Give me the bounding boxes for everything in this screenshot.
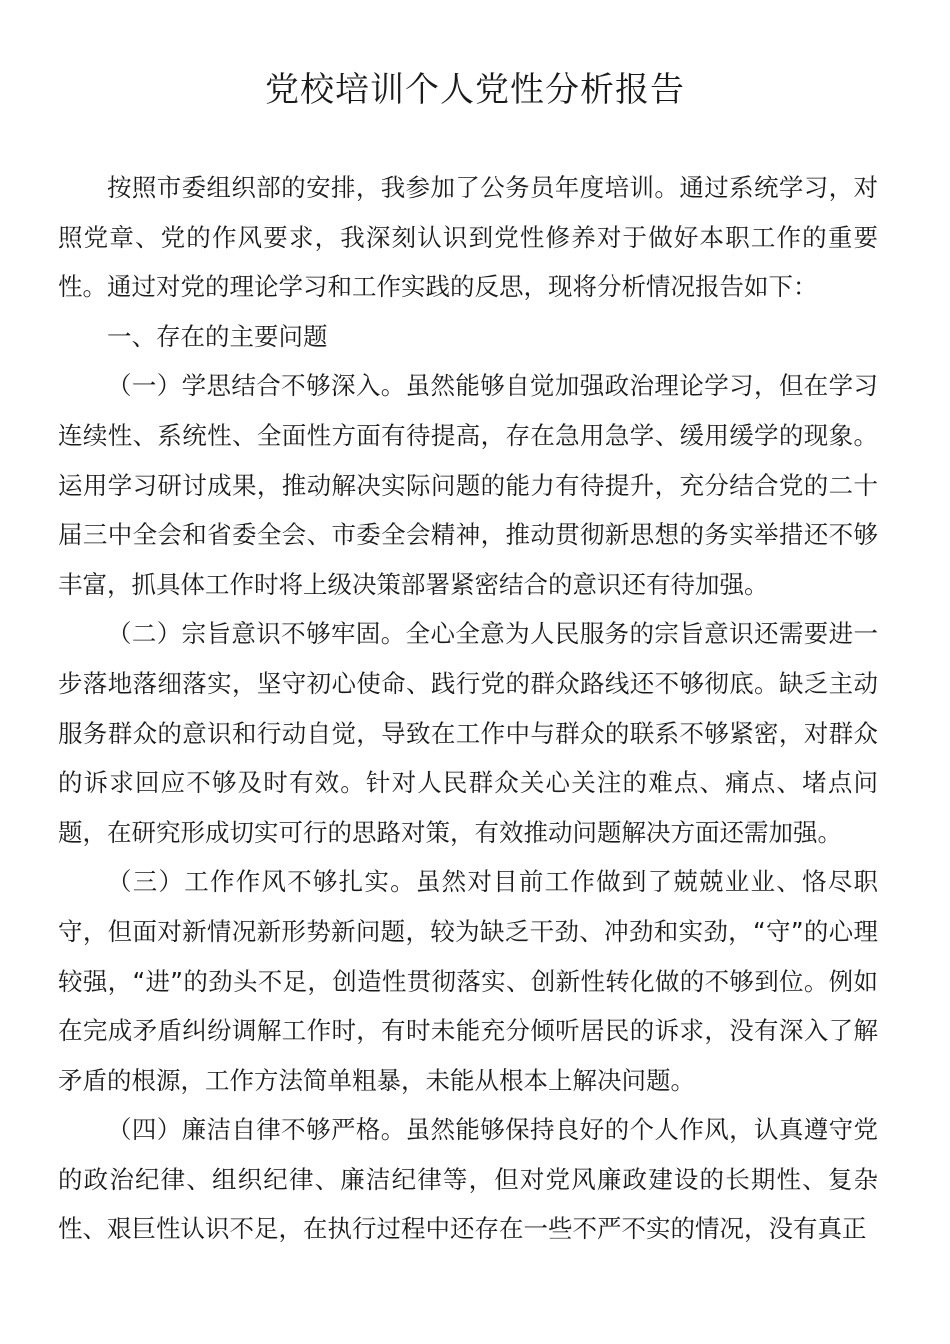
paragraph-issue-2: （二）宗旨意识不够牢固。全心全意为人民服务的宗旨意识还需要进一步落地落细落实，坚守初心使命、践行党的群众路线还不够彻底。缺乏主动服务群众的意识和行动自觉，导致在工作中与群众的联系不够紧密，对群众的诉求回应不够及时有效。针对人民群众关心关注的难点、痛点、堵点问题，在研究形成切实可行的思路对策，有效推动问题解决方面还需加强。 — [58, 619, 878, 847]
paragraph-issue-4: （四）廉洁自律不够严格。虽然能够保持良好的个人作风，认真遵守党的政治纪律、组织纪律、廉洁纪律等，但对党风廉政建设的长期性、复杂性、艰巨性认识不足，在执行过程中还存在一些不严不实的情况，没有真正 — [58, 1115, 878, 1244]
document-title: 党校培训个人党性分析报告 — [265, 70, 685, 110]
paragraph-issue-3: （三）工作作风不够扎实。虽然对目前工作做到了兢兢业业、恪尽职守，但面对新情况新形势新问题，较为缺乏干劲、冲劲和实劲，“守”的心理较强，“进”的劲头不足，创造性贯彻落实、创新性转化做的不够到位。例如在完成矛盾纠纷调解工作时，有时未能充分倾听居民的诉求，没有深入了解矛盾的根源，工作方法简单粗暴，未能从根本上解决问题。 — [58, 867, 878, 1095]
paragraph-intro: 按照市委组织部的安排，我参加了公务员年度培训。通过系统学习，对照党章、党的作风要求，我深刻认识到党性修养对于做好本职工作的重要性。通过对党的理论学习和工作实践的反思，现将分析情况报告如下： — [58, 173, 878, 302]
section-heading: 一、存在的主要问题 — [107, 321, 328, 351]
paragraph-issue-1: （一）学思结合不够深入。虽然能够自觉加强政治理论学习，但在学习连续性、系统性、全面性方面有待提高，存在急用急学、缓用缓学的现象。运用学习研讨成果，推动解决实际问题的能力有待提升，充分结合党的二十届三中全会和省委全会、市委全会精神，推动贯彻新思想的务实举措还不够丰富，抓具体工作时将上级决策部署紧密结合的意识还有待加强。 — [58, 371, 878, 599]
document-body — [58, 163, 878, 1254]
